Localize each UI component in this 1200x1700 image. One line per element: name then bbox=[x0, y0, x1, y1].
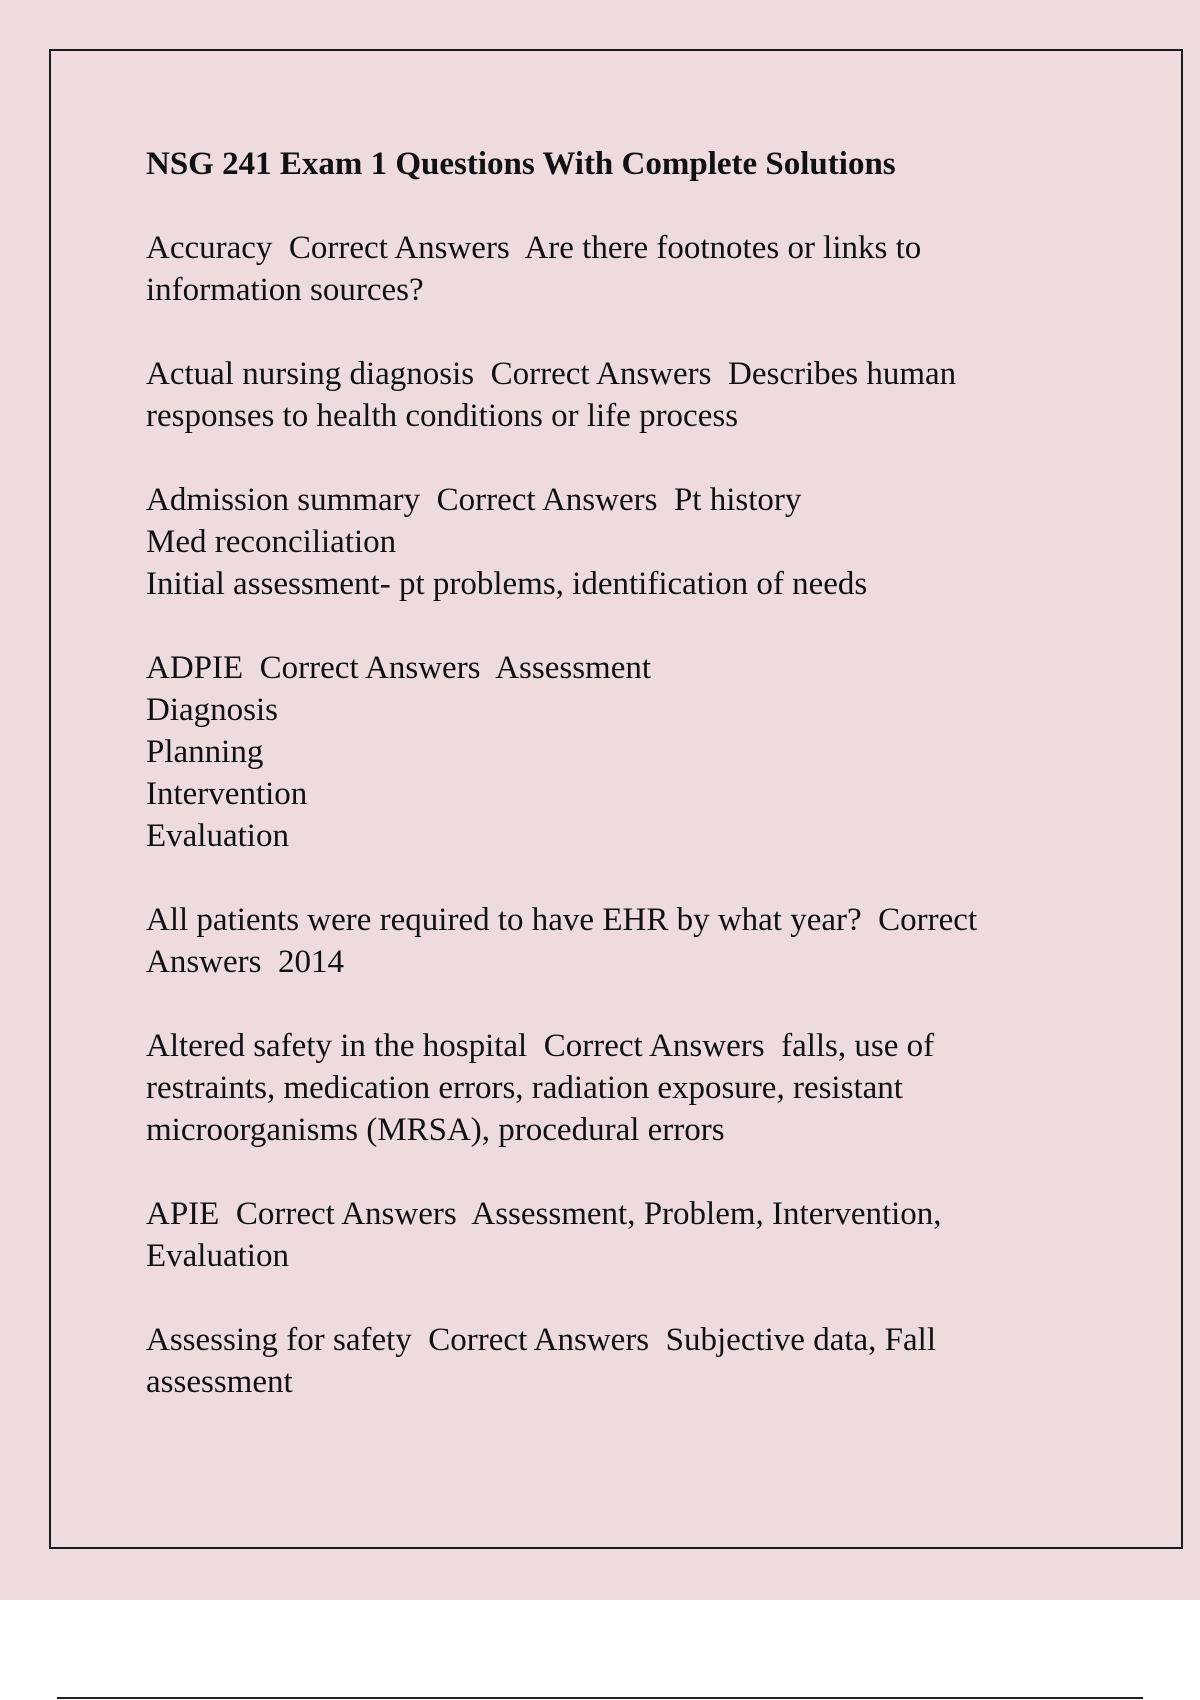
qa-line: Diagnosis bbox=[146, 692, 278, 728]
qa-entry-altered-safety bbox=[146, 1025, 1106, 1151]
qa-line: Altered safety in the hospital Correct Answers falls, use of bbox=[146, 1028, 935, 1064]
qa-line: Accuracy Correct Answers Are there footnotes or links to bbox=[146, 230, 922, 266]
qa-line: Actual nursing diagnosis Correct Answers Describes human bbox=[146, 356, 957, 392]
qa-line: microorganisms (MRSA), procedural errors bbox=[146, 1112, 725, 1148]
qa-line: Med reconciliation bbox=[146, 524, 397, 560]
qa-entry-actual-nursing-diagnosis bbox=[146, 353, 1106, 437]
footer-divider bbox=[57, 1697, 1143, 1699]
qa-line: Planning bbox=[146, 734, 264, 770]
qa-line: Evaluation bbox=[146, 1238, 289, 1274]
qa-line: Admission summary Correct Answers Pt history bbox=[146, 482, 802, 518]
qa-entry-adpie bbox=[146, 647, 1106, 857]
qa-line: All patients were required to have EHR by what year? Correct bbox=[146, 902, 978, 938]
qa-entry-admission-summary bbox=[146, 479, 1106, 605]
qa-line: Assessing for safety Correct Answers Subjective data, Fall bbox=[146, 1322, 937, 1358]
document-body bbox=[146, 143, 1106, 1445]
qa-entry-accuracy bbox=[146, 227, 1106, 311]
qa-line: Initial assessment- pt problems, identification of needs bbox=[146, 566, 868, 602]
qa-entry-ehr-year bbox=[146, 899, 1106, 983]
qa-line: Answers 2014 bbox=[146, 944, 344, 980]
qa-line: restraints, medication errors, radiation exposure, resistant bbox=[146, 1070, 903, 1106]
qa-entry-assessing-safety bbox=[146, 1319, 1106, 1403]
qa-line: Intervention bbox=[146, 776, 308, 812]
qa-entry-apie bbox=[146, 1193, 1106, 1277]
qa-line: information sources? bbox=[146, 272, 424, 308]
qa-line: APIE Correct Answers Assessment, Problem, Intervention, bbox=[146, 1196, 942, 1232]
qa-line: Evaluation bbox=[146, 818, 289, 854]
qa-line: responses to health conditions or life process bbox=[146, 398, 739, 434]
document-title: NSG 241 Exam 1 Questions With Complete Solutions bbox=[146, 146, 896, 182]
qa-line: assessment bbox=[146, 1364, 293, 1400]
qa-line: ADPIE Correct Answers Assessment bbox=[146, 650, 652, 686]
